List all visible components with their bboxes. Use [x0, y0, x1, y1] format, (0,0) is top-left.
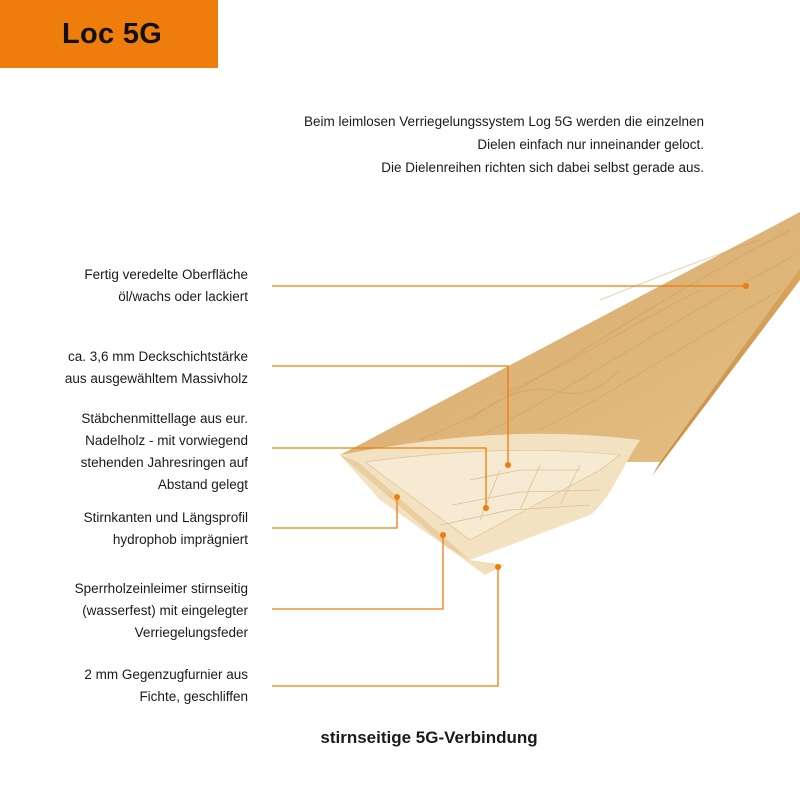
- page-title: Loc 5G: [62, 17, 163, 50]
- label-line: Stäbchenmittellage aus eur.: [81, 411, 248, 426]
- intro-line: Beim leimlosen Verriegelungssystem Log 5G werden die einzelnen: [304, 114, 704, 129]
- label-line: 2 mm Gegenzugfurnier aus: [84, 667, 248, 682]
- label-core-layer: [8, 408, 248, 496]
- cross-section: [340, 434, 640, 575]
- label-line: Stirnkanten und Längsprofil: [83, 510, 248, 525]
- label-line: Fichte, geschliffen: [139, 689, 248, 704]
- label-line: öl/wachs oder lackiert: [118, 289, 248, 304]
- intro-line: Dielen einfach nur inneinander geloct.: [477, 137, 704, 152]
- label-plywood-insert: [8, 578, 248, 644]
- label-line: Sperrholzeinleimer stirnseitig: [74, 581, 248, 596]
- caption: stirnseitige 5G-Verbindung: [320, 728, 538, 747]
- label-line: (wasserfest) mit eingelegter: [82, 603, 248, 618]
- label-line: ca. 3,6 mm Deckschichtstärke: [67, 349, 248, 364]
- intro-line: Die Dielenreihen richten sich dabei selbst gerade aus.: [381, 160, 704, 175]
- label-line: hydrophob imprägniert: [112, 532, 248, 547]
- label-top-layer: [8, 346, 248, 390]
- label-line: Abstand gelegt: [157, 477, 248, 492]
- label-line: Fertig veredelte Oberfläche: [84, 267, 248, 282]
- label-line: Nadelholz - mit vorwiegend: [85, 433, 248, 448]
- label-surface: [8, 264, 248, 308]
- label-line: stehenden Jahresringen auf: [80, 455, 248, 470]
- label-backing-veneer: [8, 664, 248, 708]
- label-line: Verriegelungsfeder: [134, 625, 248, 640]
- label-edges: [8, 507, 248, 551]
- label-line: aus ausgewähltem Massivholz: [64, 371, 248, 386]
